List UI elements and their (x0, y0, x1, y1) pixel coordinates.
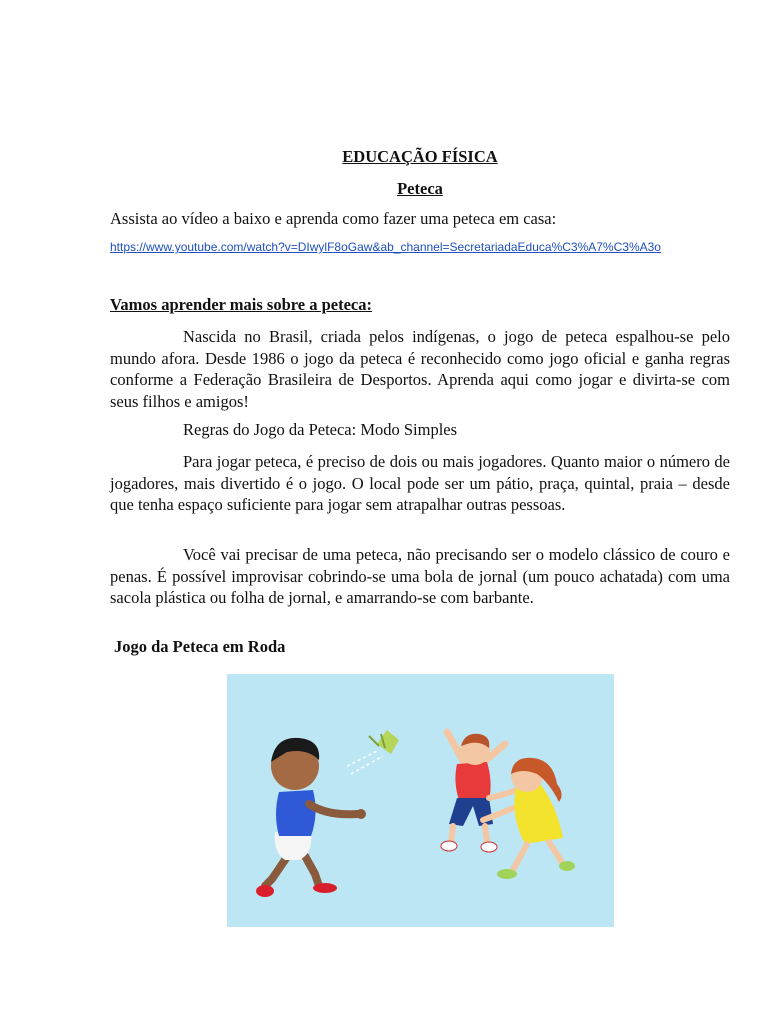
children-playing-illustration (227, 674, 614, 927)
intro-text: Assista ao vídeo a baixo e aprenda como fazer uma peteca em casa: (110, 209, 557, 228)
page-title: EDUCAÇÃO FÍSICA (342, 147, 498, 166)
roda-heading: Jogo da Peteca em Roda (114, 637, 286, 656)
paragraph-history: Nascida no Brasil, criada pelos indígenas, o jogo de peteca espalhou-se pelo mundo afora. Desde 1986 o jogo da peteca é reconhecido como jogo oficial e ganha regras conforme a Federação Brasileira de Desportos. Aprenda aqui como jogar e divirta-se com seus filhos e amigos! (110, 327, 730, 411)
page-subtitle: Peteca (397, 179, 443, 198)
paragraph-materials: Você vai precisar de uma peteca, não precisando ser o modelo clássico de couro e penas. É possível improvisar cobrindo-se uma bola de jornal (um pouco achatada) com uma sacola plástica ou folha de jornal, e amarrando-se com barbante. (110, 545, 730, 607)
rules-title: Regras do Jogo da Peteca: Modo Simples (183, 420, 458, 439)
paragraph-players: Para jogar peteca, é preciso de dois ou mais jogadores. Quanto maior o número de jogadores, mais divertido é o jogo. O local pode ser um pátio, praça, quintal, praia – desde que tenha espaço suficiente para jogar sem atrapalhar outras pessoas. (110, 452, 730, 514)
youtube-link[interactable]: https://www.youtube.com/watch?v=DIwylF8oGaw&ab_channel=SecretariadaEduca%C3%A7%C3%A3o (110, 240, 661, 254)
section-heading: Vamos aprender mais sobre a peteca: (110, 295, 373, 314)
